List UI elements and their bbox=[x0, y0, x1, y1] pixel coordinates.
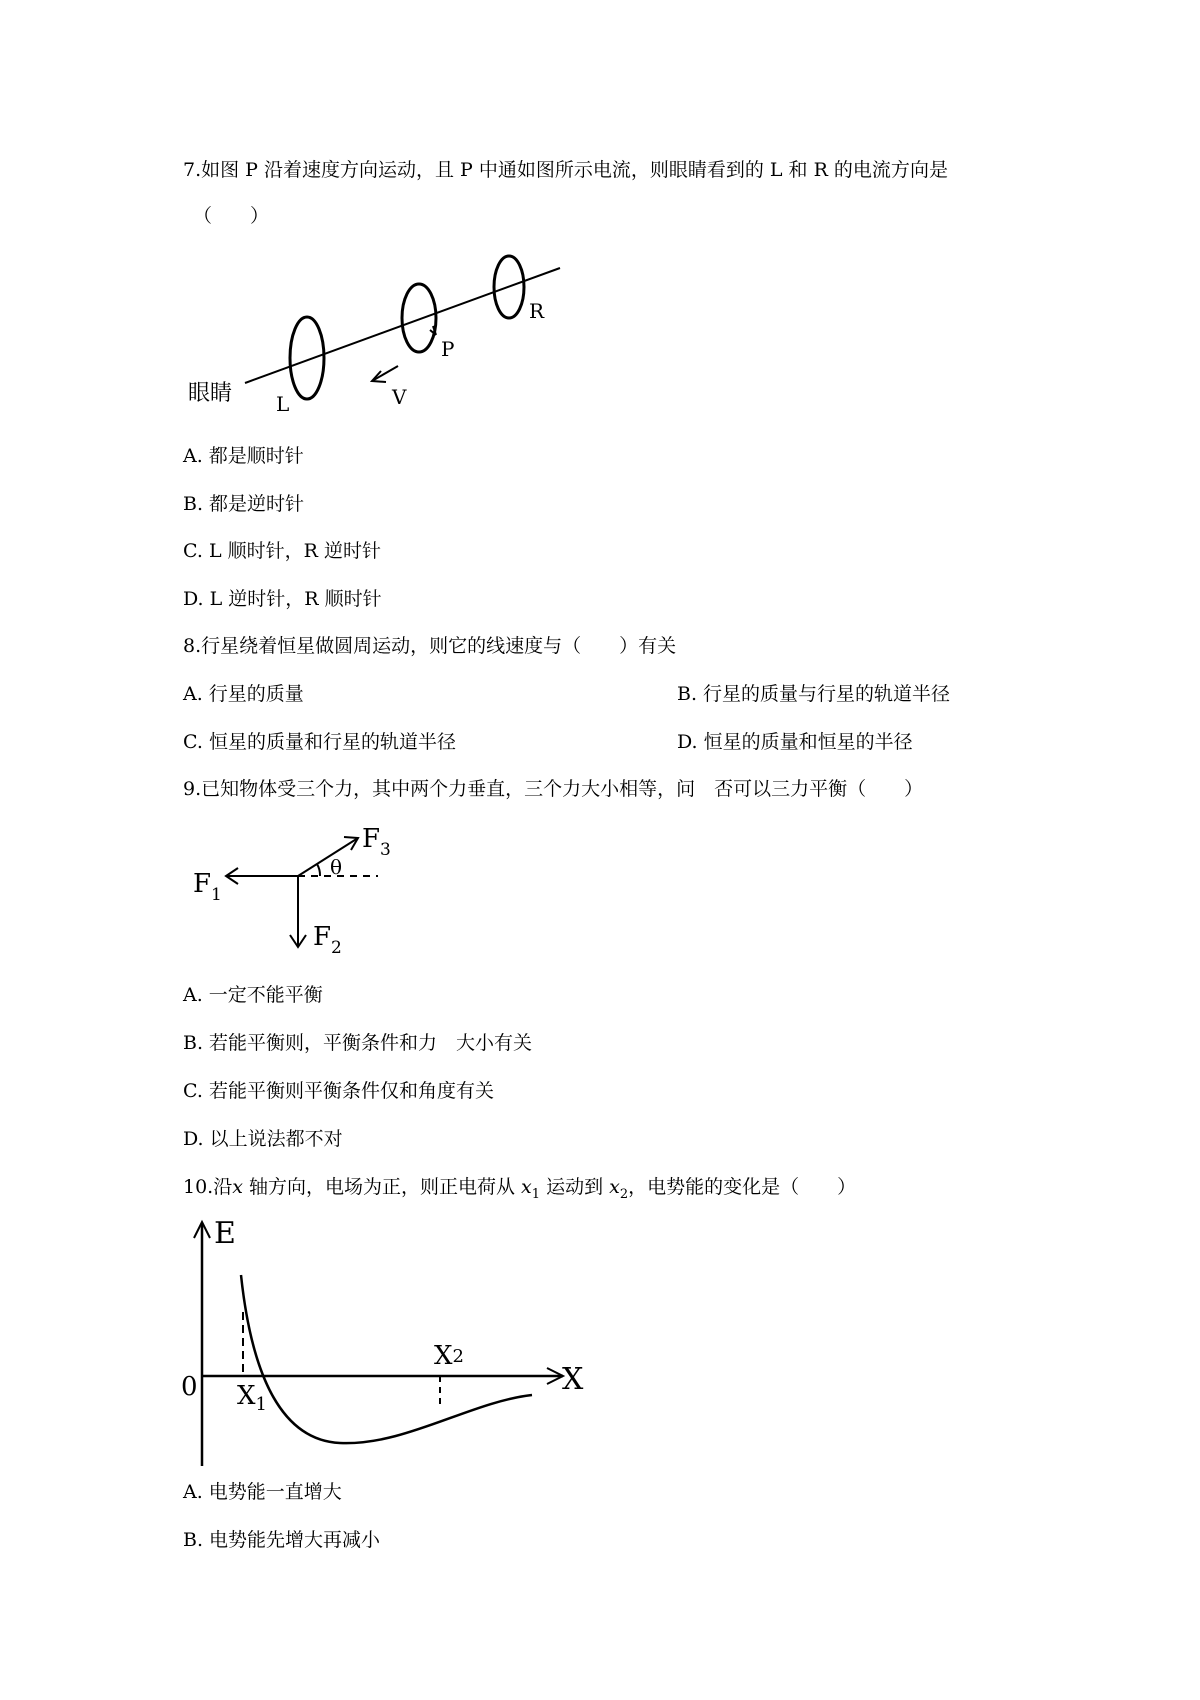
q9-stem: 9.已知物体受三个力，其中两个力垂直，三个力大小相等，问 否可以三力平衡（ ） bbox=[183, 778, 924, 800]
q9-option-d: D. 以上说法都不对 bbox=[183, 1128, 343, 1150]
q7-answer-paren: （ ） bbox=[193, 205, 270, 227]
q8-option-b: B. 行星的质量与行星的轨道半径 bbox=[677, 683, 951, 705]
q9-option-a: A. 一定不能平衡 bbox=[183, 984, 323, 1006]
q10-stem: 10.沿x 轴方向，电场为正，则正电荷从 $x_1$ 运动到 $x_2$，电势能的变化是（ ） bbox=[183, 1176, 857, 1202]
q7-option-d: D. L 逆时针，R 顺时针 bbox=[183, 588, 382, 610]
q8-stem: 8.行星绕着恒星做圆周运动，则它的线速度与（ ）有关 bbox=[183, 635, 677, 657]
q10-x2-label: X2 bbox=[434, 1341, 464, 1371]
q10-e-curve bbox=[241, 1275, 532, 1443]
q7-label-p: P bbox=[441, 337, 455, 361]
q9-f3-label: $F_3$ bbox=[362, 824, 391, 860]
q9-option-b: B. 若能平衡则，平衡条件和力 大小有关 bbox=[183, 1032, 533, 1054]
q10-origin-label: 0 bbox=[181, 1372, 198, 1402]
q7-eye-label: 眼睛 bbox=[188, 381, 233, 406]
q10-x1-label: $X_1$ bbox=[237, 1381, 267, 1415]
q7-label-r: R bbox=[529, 299, 545, 323]
q10-x-axis-label: X bbox=[562, 1362, 584, 1397]
q10-y-axis-label: E bbox=[214, 1216, 236, 1251]
q9-option-c: C. 若能平衡则平衡条件仅和角度有关 bbox=[183, 1080, 494, 1102]
q9-f2-label: $F_2$ bbox=[313, 922, 342, 958]
q9-f1-label: $F_1$ bbox=[193, 869, 222, 905]
q8-option-d: D. 恒星的质量和恒星的半径 bbox=[677, 731, 913, 753]
q10-option-b: B. 电势能先增大再减小 bbox=[183, 1529, 381, 1551]
q7-label-v: V bbox=[392, 385, 407, 409]
q7-option-c: C. L 顺时针，R 逆时针 bbox=[183, 540, 381, 562]
q10-option-a: A. 电势能一直增大 bbox=[183, 1481, 342, 1503]
q9-theta-label: θ bbox=[330, 855, 343, 879]
q7-option-a: A. 都是顺时针 bbox=[183, 445, 304, 467]
q7-stem: 7.如图 P 沿着速度方向运动，且 P 中通如图所示电流，则眼睛看到的 L 和 R 的电流方向是 bbox=[183, 159, 948, 181]
q8-option-c: C. 恒星的质量和行星的轨道半径 bbox=[183, 731, 456, 753]
q8-option-a: A. 行星的质量 bbox=[183, 683, 304, 705]
q7-label-l: L bbox=[276, 392, 290, 416]
q7-option-b: B. 都是逆时针 bbox=[183, 493, 305, 515]
